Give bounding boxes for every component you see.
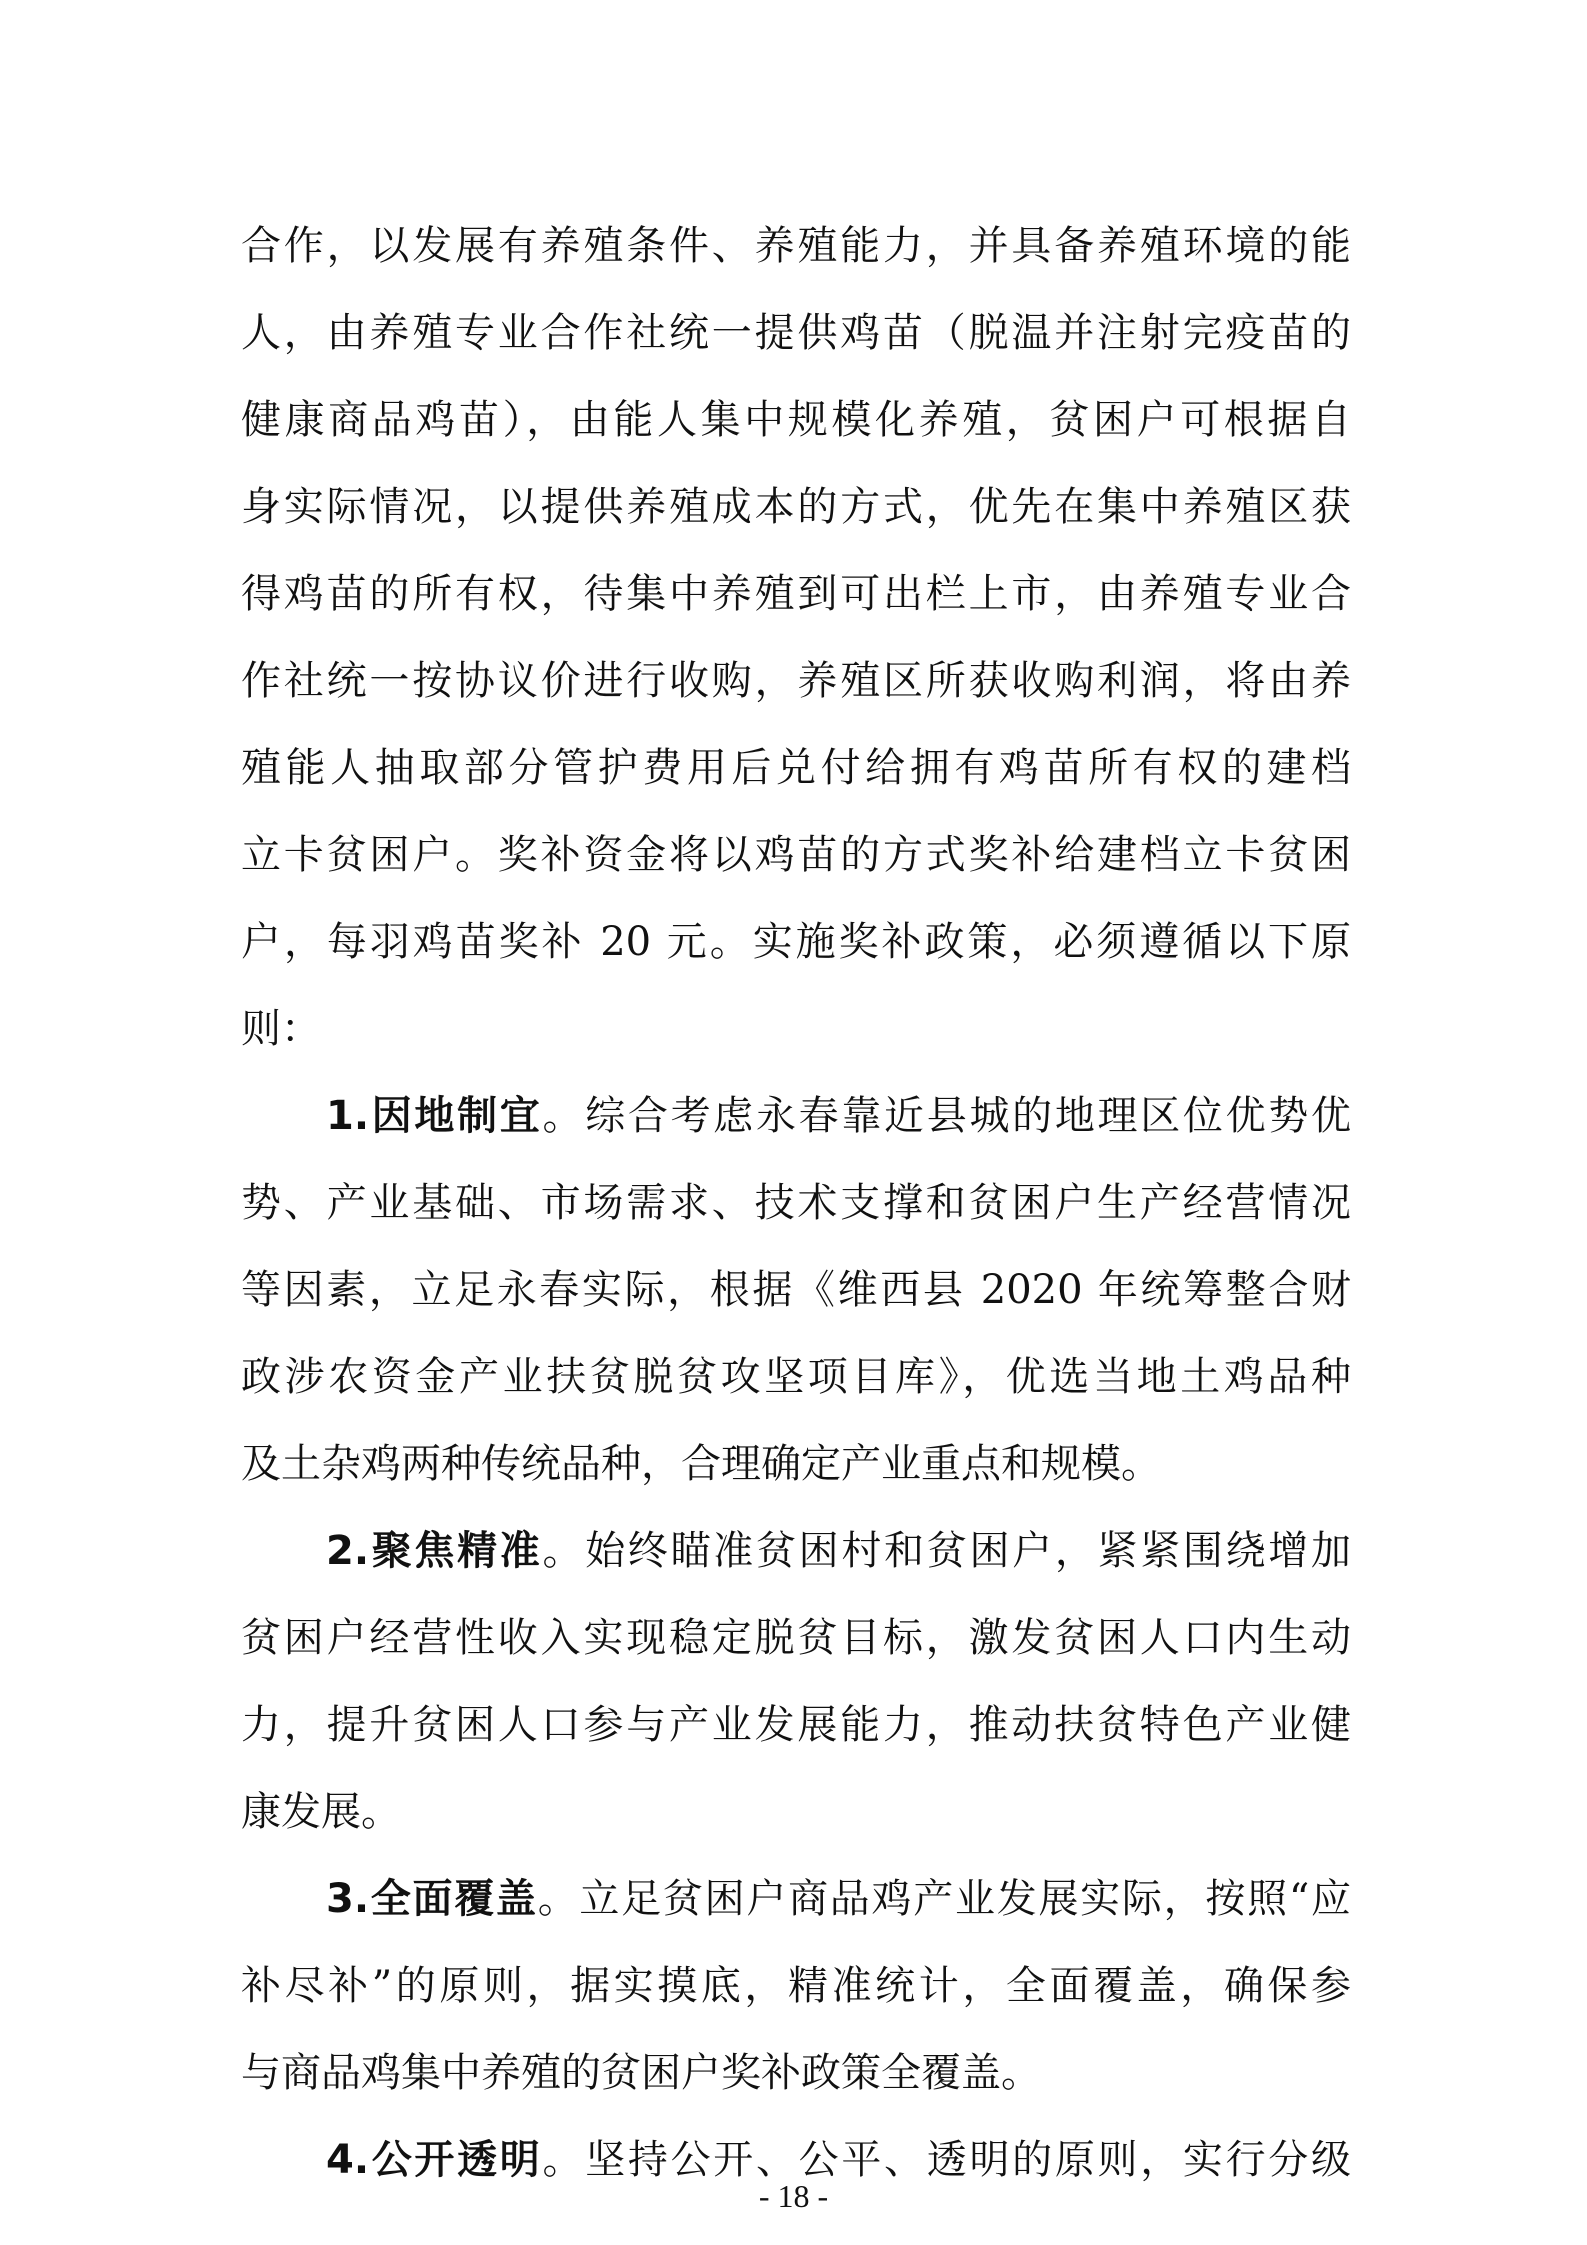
paragraph-text: 。综合考虑永春靠近县城的地理区位优势优 — [542, 1093, 1351, 1139]
text-line: 及土杂鸡两种传统品种，合理确定产业重点和规模。 — [241, 1441, 1161, 1487]
text-line: 力，提升贫困人口参与产业发展能力，推动扶贫特色产业健 — [241, 1702, 1351, 1748]
text-line: 健康商品鸡苗），由能人集中规模化养殖，贫困户可根据自 — [241, 397, 1351, 443]
text-line: 合作，以发展有养殖条件、养殖能力，并具备养殖环境的能 — [241, 223, 1351, 269]
paragraph-text: 。坚持公开、公平、透明的原则，实行分级 — [542, 2137, 1351, 2183]
section-heading: 4.公开透明 — [326, 2137, 543, 2183]
section-heading: 1.因地制宜 — [326, 1093, 543, 1139]
text-line: 补尽补”的原则，据实摸底，精准统计，全面覆盖，确保参 — [241, 1963, 1351, 2009]
text-line: 户，每羽鸡苗奖补 20 元。实施奖补政策，必须遵循以下原 — [241, 919, 1351, 965]
paragraph-text: 。立足贫困户商品鸡产业发展实际，按照“应 — [537, 1876, 1352, 1922]
paragraph-first-line — [326, 1875, 1351, 1923]
text-line: 得鸡苗的所有权，待集中养殖到可出栏上市，由养殖专业合 — [241, 571, 1351, 617]
section-heading: 2.聚焦精准 — [326, 1528, 543, 1574]
paragraph-text: 。始终瞄准贫困村和贫困户，紧紧围绕增加 — [542, 1528, 1351, 1574]
text-line: 身实际情况，以提供养殖成本的方式，优先在集中养殖区获 — [241, 484, 1351, 530]
text-line: 则： — [241, 1006, 321, 1052]
paragraph-first-line — [326, 1092, 1351, 1140]
text-line: 贫困户经营性收入实现稳定脱贫目标，激发贫困人口内生动 — [241, 1615, 1351, 1661]
text-line: 殖能人抽取部分管护费用后兑付给拥有鸡苗所有权的建档 — [241, 745, 1351, 791]
text-line: 康发展。 — [241, 1789, 401, 1835]
text-line: 政涉农资金产业扶贫脱贫攻坚项目库》，优选当地土鸡品种 — [241, 1354, 1351, 1400]
text-line: 等因素，立足永春实际，根据《维西县 2020 年统筹整合财 — [241, 1267, 1351, 1313]
paragraph-first-line — [326, 1527, 1351, 1575]
text-line: 立卡贫困户。奖补资金将以鸡苗的方式奖补给建档立卡贫困 — [241, 832, 1351, 878]
section-heading: 3.全面覆盖 — [326, 1876, 538, 1922]
page-number: - 18 - — [758, 2178, 829, 2214]
text-line: 势、产业基础、市场需求、技术支撑和贫困户生产经营情况 — [241, 1180, 1351, 1226]
text-line: 作社统一按协议价进行收购，养殖区所获收购利润，将由养 — [241, 658, 1351, 704]
text-line: 人，由养殖专业合作社统一提供鸡苗（脱温并注射完疫苗的 — [241, 310, 1351, 356]
text-line: 与商品鸡集中养殖的贫困户奖补政策全覆盖。 — [241, 2050, 1041, 2096]
